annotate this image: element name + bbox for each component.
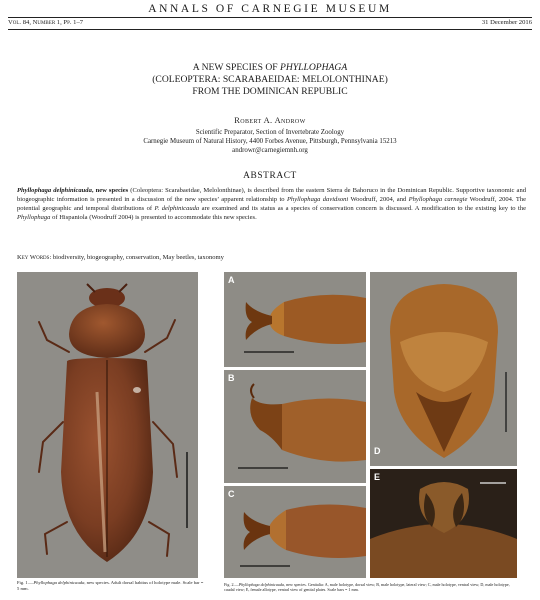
abstract-text: Phyllophaga delphinicauda, new species (Coleoptera: Scarabaeidae, Melolonthinae), is described from the eastern Sierra de Bahoruco in the Dominican Republic. Supportive taxonomic and biogeographic information is presented in a discussion of the new species’ apparent relationship to Phyllophaga davidsoni Woodruff, 2004, and Phyllophaga carnegie Woodruff, 2004. The potential geographic and temporal distributions of P. delphinicauda are examined and its status as a species of conservation concern is discussed. A modification to the existing key to the Phyllophaga of Hispaniola (Woodruff 2004) is presented to accommodate this new species.: [17, 187, 527, 222]
female-genital-plates-illustration: [370, 469, 517, 578]
journal-title: ANNALS OF CARNEGIE MUSEUM: [148, 3, 392, 15]
keywords-label: Key Words: [17, 254, 50, 261]
article-title: [60, 62, 480, 98]
figure-2-plates: [224, 272, 517, 578]
panel-label-d: D: [374, 446, 381, 456]
figure-2-caption: Fig. 2.—Phyllophaga delphinicauda, new species. Genitalia: A, male holotype, dorsal view; B, male holotype, lateral view; C, male holotype, ventral view; D, male holotype, caudal view; E, female allotype, ventral view of genital plates. Scale bars = 1 mm.: [224, 582, 510, 593]
panel-label-a: A: [228, 275, 235, 285]
genitalia-caudal-illustration: [370, 272, 517, 466]
genitalia-dorsal-illustration: [224, 272, 366, 367]
panel-b: [224, 370, 366, 483]
author-email[interactable]: androwr@carnegiemnh.org: [232, 147, 308, 154]
panel-a: [224, 272, 366, 367]
panel-d: [370, 272, 517, 466]
volume-info: Vol. 84, Number 1, Pp. 1–7: [8, 19, 84, 26]
title-line-1: A NEW SPECIES OF PHYLLOPHAGA: [192, 62, 348, 73]
affiliation-line-1: Scientific Preparator, Section of Invertebrate Zoology: [195, 129, 345, 136]
beetle-illustration: [17, 272, 198, 578]
author-affiliation: [40, 128, 500, 155]
genitalia-lateral-illustration: [224, 370, 366, 483]
figure-1-caption: Fig. 1.—Phyllophaga delphinicauda, new species. Adult dorsal habitus of holotype male. Scale bar = 5 mm.: [17, 580, 204, 591]
figure-1-beetle-photo: [17, 272, 198, 578]
title-line-3: FROM THE DOMINICAN REPUBLIC: [192, 86, 348, 97]
panel-e: [370, 469, 517, 578]
panel-label-b: B: [228, 373, 235, 383]
panel-label-c: C: [228, 489, 235, 499]
keywords-list: : biodiversity, biogeography, conservation, May beetles, taxonomy: [49, 254, 224, 261]
abstract-heading: ABSTRACT: [243, 171, 297, 181]
panel-c: [224, 486, 366, 578]
author-name: Robert A. Androw: [234, 116, 306, 125]
volume-line: [8, 19, 532, 26]
genitalia-ventral-illustration: [224, 486, 366, 578]
header-rule: [8, 17, 532, 18]
keywords: [17, 254, 526, 261]
panel-label-e: E: [374, 472, 381, 482]
header-rule-lower: [8, 29, 532, 30]
issue-date: 31 December 2016: [481, 19, 532, 26]
affiliation-line-2: Carnegie Museum of Natural History, 4400 Forbes Avenue, Pittsburgh, Pennsylvania 15213: [143, 138, 397, 145]
title-line-2: (COLEOPTERA: SCARABAEIDAE: MELOLONTHINAE): [152, 74, 388, 85]
beetle-pronotum: [69, 304, 145, 358]
